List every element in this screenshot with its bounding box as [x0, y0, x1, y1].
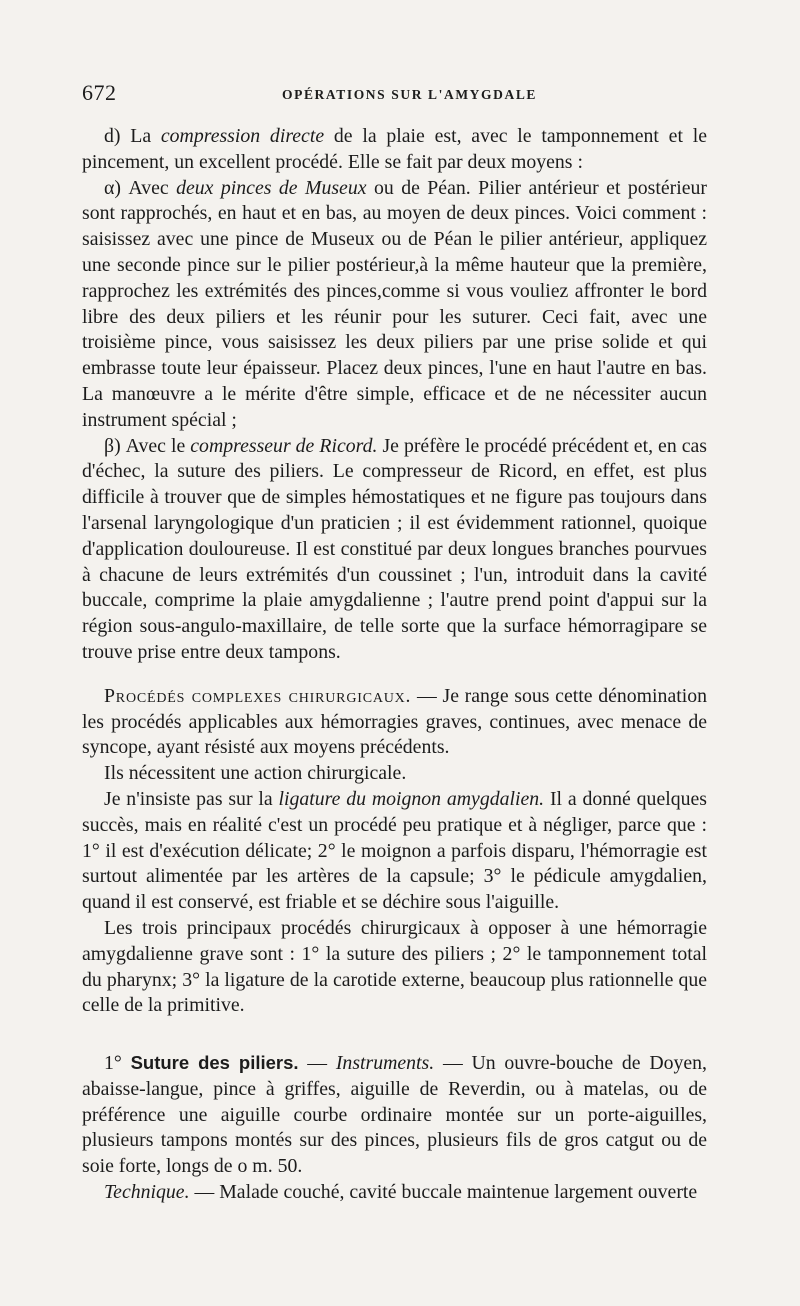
page-number: 672: [82, 80, 117, 105]
para-lead: β) Avec le: [104, 434, 191, 457]
paragraph-technique: [82, 1180, 707, 1206]
body-text: [82, 124, 707, 1206]
para-text: ou de Péan. Pilier antérieur et postérieur sont rapprochés, en haut et en bas, au moyen de deux pinces. Voici comment : saisissez avec une pince de Museux ou de Péan le pilier antérieur, appliquez une seconde pince sur le pilier postérieur,à la même hauteur que la première, rapprochez les extrémités des pinces,comme si vous vouliez affronter le bord libre des deux piliers et les réunir pour les suturer. Ceci fait, avec une troisième pince, vous saisissez les deux piliers par une prise solide et qui embrasse toute leur épaisseur. Placez deux pinces, l'une en haut l'autre en bas. La manœuvre a le mérite d'être simple, efficace et de ne nécessiter aucun instrument spécial ;: [82, 176, 707, 431]
para-text: Les trois principaux procédés chirurgicaux à opposer à une hémorragie amygdalienne grave sont : 1° la suture des piliers ; 2° le tamponnement total du pharynx; 3° la ligature de la carotide externe, beaucoup plus rationnelle que celle de la primitive.: [82, 916, 707, 1017]
para-text: — Un ouvre-bouche de Doyen, abaisse-langue, pince à griffes, aiguille de Reverdin, ou à matelas, ou de préférence une aiguille courbe ordinaire montée sur un porte-aiguilles, plusieurs tampons montés sur des pinces, plusieurs fils de gros catgut ou de soie forte, longs de o m. 50.: [82, 1052, 708, 1178]
para-text: de la plaie est, avec le tamponnement et le pincement, un excellent procédé. Elle se fait par deux moyens :: [82, 125, 707, 173]
para-emphasis: compresseur de Ricord.: [190, 434, 378, 457]
para-emphasis: Instruments.: [335, 1052, 435, 1075]
para-emphasis: deux pinces de Museux: [176, 176, 367, 199]
section-heading: Procédés complexes chirurgicaux.: [104, 684, 412, 707]
para-text: — Malade couché, cavité buccale maintenue largement ouverte: [189, 1181, 698, 1204]
paragraph-compression-directe: [82, 124, 707, 176]
para-lead: d) La: [104, 125, 161, 147]
page-header: [82, 80, 707, 110]
paragraph-procedes-complexes: [82, 684, 707, 761]
para-text: Je préfère le procédé précédent et, en cas d'échec, la suture des piliers. Le compresseur de Ricord, en effet, est plus difficile à trouver que de simples hémostatiques et ne figure pas toujours dans l'arsenal laryngologique d'un praticien ; il est évidemment rationnel, quoique d'application douloureuse. Il est constitué par deux longues branches pourvues à chacune de leurs extrémités d'un coussinet ; l'un, introduit dans la cavité buccale, comprime la plaie amygdalienne ; l'autre prend point d'appui sur la région sous-angulo-maxillaire, de telle sorte que la surface hémorragipare se trouve prise entre deux tampons.: [82, 434, 708, 663]
paragraph-ligature-moignon: [82, 787, 707, 916]
paragraph-compresseur-ricord: [82, 434, 707, 666]
running-title: OPÉRATIONS SUR L'AMYGDALE: [282, 87, 538, 102]
paragraph-action-chirurgicale: [82, 761, 707, 787]
para-lead: 1°: [104, 1052, 131, 1075]
paragraph-trois-procedes: [82, 916, 707, 1019]
para-emphasis: ligature du moignon amygdalien.: [278, 787, 545, 810]
para-text: Il a donné quelques succès, mais en réalité c'est un procédé peu pratique et à négliger, parce que : 1° il est d'exécution délicate; 2° le moignon a parfois disparu, l'hémorragie est surtout alimentée par les artères de la capsule; 3° le pédicule amygdalien, quand il est conservé, est friable et se déchire sous l'aiguille.: [82, 787, 707, 914]
para-text: — Je range sous cette dénomination les procédés applicables aux hémorragies graves, continues, avec menace de syncope, ayant résisté aux moyens précédents.: [82, 684, 707, 759]
para-dash: —: [298, 1052, 336, 1075]
para-emphasis: Technique.: [104, 1181, 190, 1204]
subsection-heading: Suture des piliers.: [130, 1052, 299, 1074]
paragraph-deux-pinces: [82, 176, 707, 434]
para-text: Ils nécessitent une action chirurgicale.: [104, 762, 407, 785]
para-lead: Je n'insiste pas sur la: [104, 787, 279, 810]
para-lead: α) Avec: [104, 176, 177, 199]
para-emphasis: compression directe: [160, 125, 325, 147]
paragraph-suture-piliers: [82, 1050, 707, 1180]
